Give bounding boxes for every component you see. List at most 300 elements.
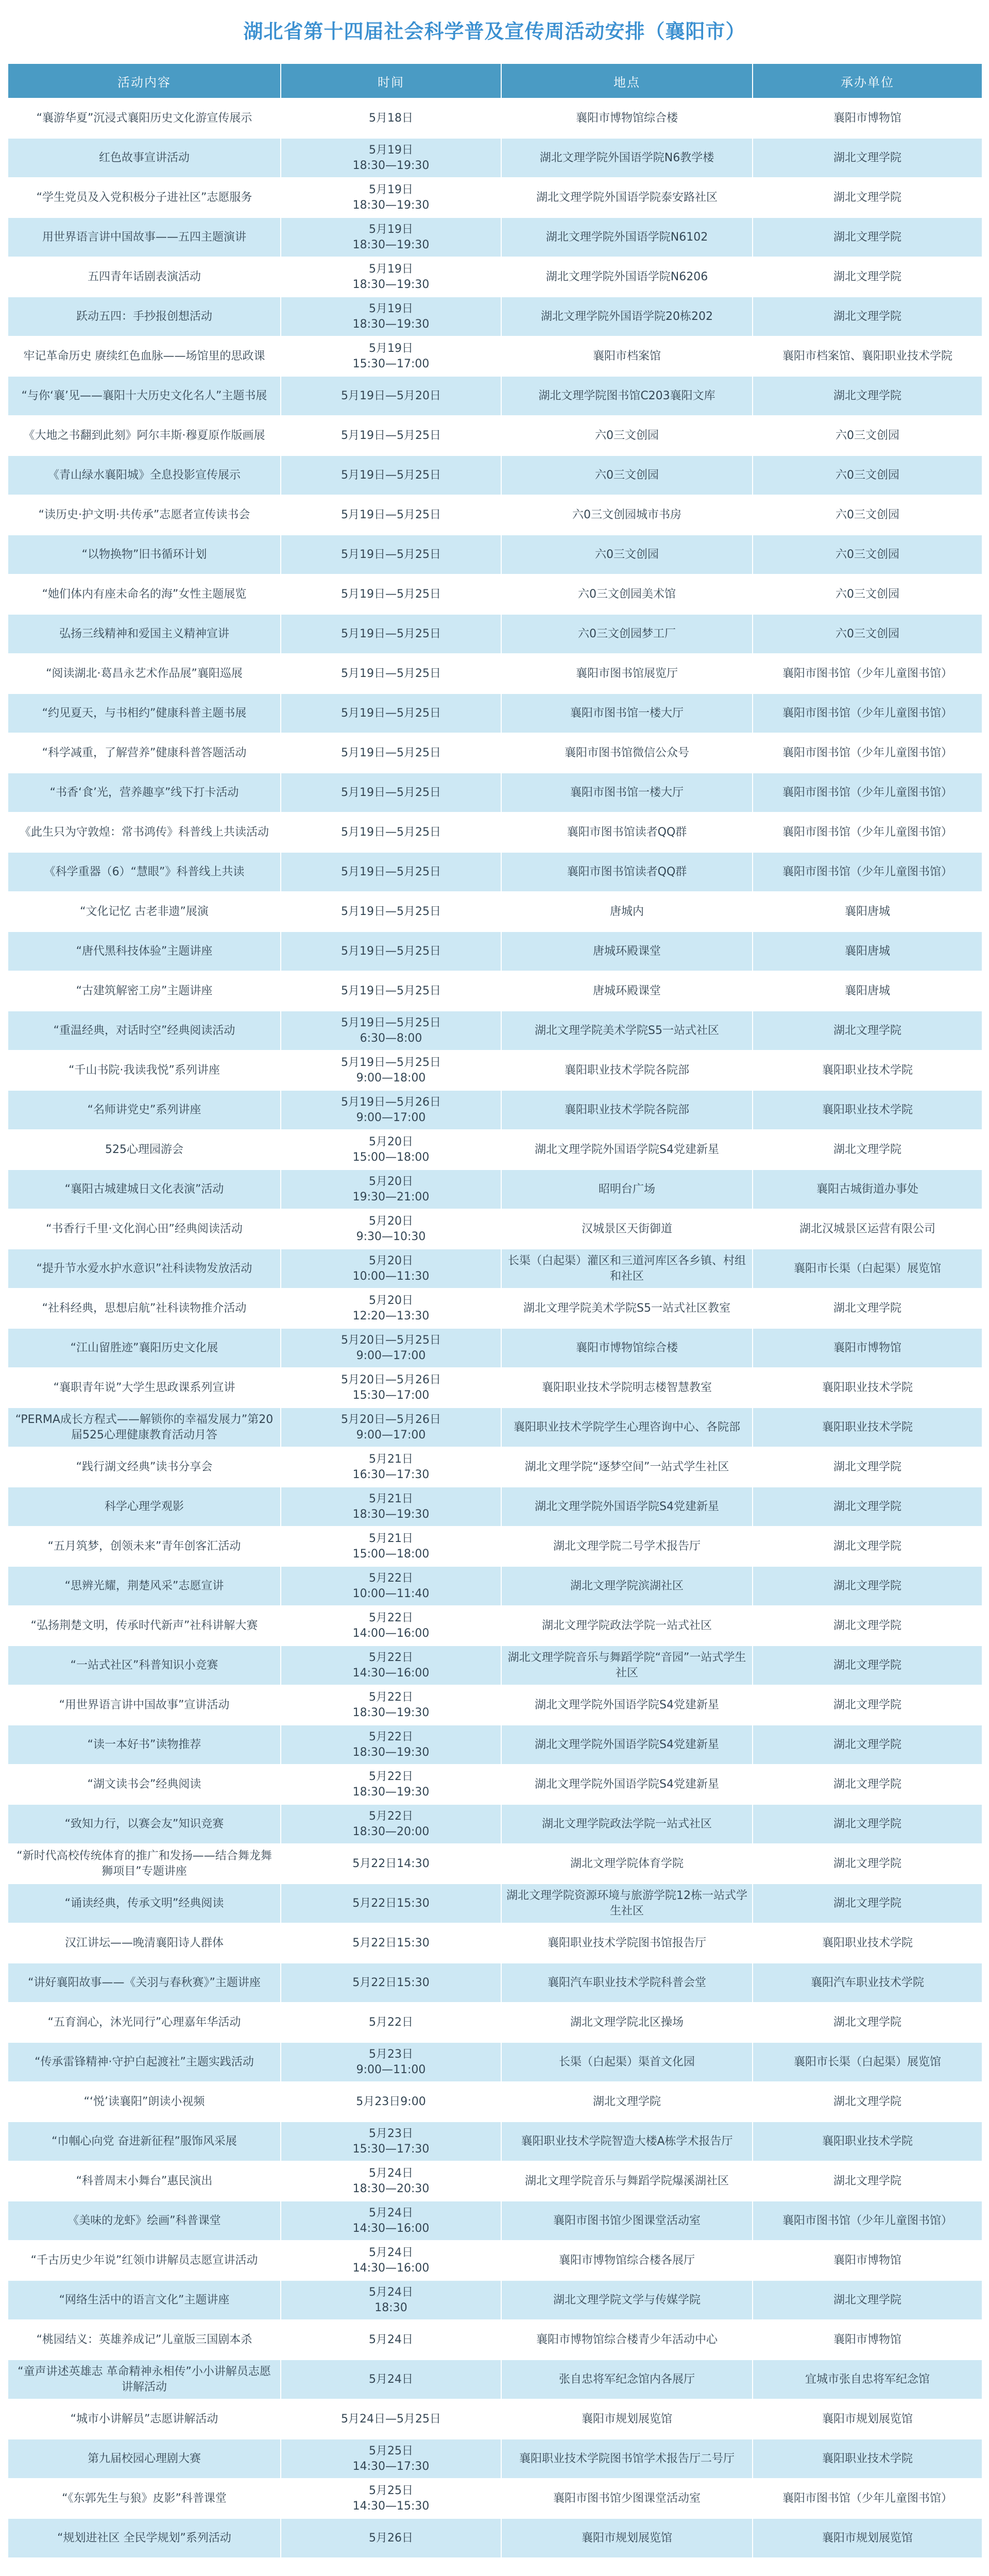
table-row xyxy=(8,1765,982,1804)
cell-organizer: 六0三文创园 xyxy=(753,455,982,495)
table-row xyxy=(8,336,982,376)
table-row xyxy=(8,98,982,138)
cell-organizer: 湖北文理学院 xyxy=(753,1765,982,1804)
table-row xyxy=(8,1209,982,1249)
table-row xyxy=(8,376,982,416)
cell-organizer: 襄阳市图书馆（少年儿童图书馆） xyxy=(753,2201,982,2241)
cell-activity: “巾帼心向党 奋进新征程”服饰风采展 xyxy=(8,2122,281,2161)
cell-organizer: 襄阳职业技术学院 xyxy=(753,1368,982,1408)
cell-time: 5月20日 9:30—10:30 xyxy=(281,1209,501,1249)
cell-activity: “书香行千里·文化润心田”经典阅读活动 xyxy=(8,1209,281,1249)
table-row xyxy=(8,2320,982,2360)
cell-activity: 《美味的龙虾》绘画”科普课堂 xyxy=(8,2201,281,2241)
cell-time: 5月20日 10:00—11:30 xyxy=(281,1249,501,1289)
cell-time: 5月23日 15:30—17:30 xyxy=(281,2122,501,2161)
table-row xyxy=(8,495,982,535)
cell-time: 5月24日 xyxy=(281,2360,501,2399)
cell-location: 湖北文理学院体育学院 xyxy=(501,1844,753,1884)
cell-location: 襄阳市规划展览馆 xyxy=(501,2399,753,2439)
cell-location: 湖北文理学院外国语学院S4党建新星 xyxy=(501,1725,753,1765)
cell-time: 5月21日 15:00—18:00 xyxy=(281,1527,501,1566)
cell-organizer: 宜城市张自忠将军纪念馆 xyxy=(753,2360,982,2399)
cell-organizer: 湖北文理学院 xyxy=(753,257,982,297)
cell-location: 湖北文理学院外国语学院S4党建新星 xyxy=(501,1685,753,1725)
cell-organizer: 襄阳市图书馆（少年儿童图书馆） xyxy=(753,654,982,693)
cell-time: 5月22日 18:30—19:30 xyxy=(281,1685,501,1725)
table-row xyxy=(8,1804,982,1844)
cell-organizer: 襄阳市图书馆（少年儿童图书馆） xyxy=(753,693,982,733)
cell-activity: “她们体内有座未命名的海”女性主题展览 xyxy=(8,574,281,614)
table-row xyxy=(8,1923,982,1963)
cell-activity: 《青山绿水襄阳城》全息投影宣传展示 xyxy=(8,455,281,495)
cell-organizer: 湖北文理学院 xyxy=(753,1804,982,1844)
cell-time: 5月19日—5月20日 xyxy=(281,376,501,416)
cell-location: 襄阳市图书馆读者QQ群 xyxy=(501,812,753,852)
cell-activity: “提升节水爱水护水意识”社科读物发放活动 xyxy=(8,1249,281,1289)
table-row xyxy=(8,1249,982,1289)
cell-location: 长渠（白起渠）灌区和三道河库区各乡镇、村组和社区 xyxy=(501,1249,753,1289)
table-row xyxy=(8,1328,982,1368)
cell-time: 5月19日—5月25日 xyxy=(281,693,501,733)
cell-organizer: 襄阳市规划展览馆 xyxy=(753,2399,982,2439)
cell-location: 湖北文理学院外国语学院N6206 xyxy=(501,257,753,297)
cell-organizer: 湖北文理学院 xyxy=(753,376,982,416)
cell-organizer: 襄阳职业技术学院 xyxy=(753,1050,982,1090)
cell-location: 湖北文理学院外国语学院泰安路社区 xyxy=(501,178,753,217)
cell-time: 5月19日—5月25日 xyxy=(281,574,501,614)
cell-time: 5月22日 14:00—16:00 xyxy=(281,1606,501,1646)
cell-activity: “襄阳古城建城日文化表演”活动 xyxy=(8,1170,281,1209)
cell-activity: “江山留胜迹”襄阳历史文化展 xyxy=(8,1328,281,1368)
cell-organizer: 襄阳职业技术学院 xyxy=(753,1090,982,1130)
table-row xyxy=(8,2280,982,2320)
cell-location: 湖北文理学院外国语学院N6教学楼 xyxy=(501,138,753,178)
cell-organizer: 湖北文理学院 xyxy=(753,1289,982,1328)
table-row xyxy=(8,2360,982,2399)
cell-organizer: 湖北文理学院 xyxy=(753,178,982,217)
cell-activity: “诵读经典，传承文明”经典阅读 xyxy=(8,1884,281,1923)
cell-activity: 弘扬三线精神和爱国主义精神宣讲 xyxy=(8,614,281,654)
cell-location: 长渠（白起渠）渠首文化园 xyxy=(501,2042,753,2082)
cell-time: 5月19日—5月25日 xyxy=(281,852,501,892)
cell-activity: “传承雷锋精神·守护白起渡社”主题实践活动 xyxy=(8,2042,281,2082)
cell-location: 襄阳市图书馆微信公众号 xyxy=(501,733,753,773)
cell-location: 襄阳职业技术学院明志楼智慧教室 xyxy=(501,1368,753,1408)
cell-organizer: 襄阳职业技术学院 xyxy=(753,2122,982,2161)
cell-location: 汉城景区天街御道 xyxy=(501,1209,753,1249)
cell-activity: “科学减重，了解营养”健康科普答题活动 xyxy=(8,733,281,773)
cell-time: 5月24日 18:30—20:30 xyxy=(281,2161,501,2201)
cell-organizer: 襄阳唐城 xyxy=(753,892,982,931)
table-row xyxy=(8,2439,982,2479)
cell-location: 襄阳市博物馆综合楼各展厅 xyxy=(501,2241,753,2280)
table-row xyxy=(8,138,982,178)
cell-time: 5月24日 xyxy=(281,2320,501,2360)
cell-activity: “唐代黑科技体验”主题讲座 xyxy=(8,931,281,971)
cell-time: 5月19日—5月25日 xyxy=(281,614,501,654)
cell-activity: “五育润心，沐光同行”心理嘉年华活动 xyxy=(8,2003,281,2042)
cell-location: 唐城环殿课堂 xyxy=(501,971,753,1011)
table-row xyxy=(8,773,982,812)
table-row xyxy=(8,1646,982,1685)
cell-organizer: 湖北文理学院 xyxy=(753,1606,982,1646)
cell-activity: 红色故事宣讲活动 xyxy=(8,138,281,178)
cell-activity: “致知力行，以赛会友”知识竞赛 xyxy=(8,1804,281,1844)
cell-organizer: 湖北文理学院 xyxy=(753,1646,982,1685)
cell-organizer: 襄阳市博物馆 xyxy=(753,2241,982,2280)
table-row xyxy=(8,2399,982,2439)
cell-time: 5月22日14:30 xyxy=(281,1844,501,1884)
cell-time: 5月22日 xyxy=(281,2003,501,2042)
table-row xyxy=(8,2479,982,2518)
table-row xyxy=(8,1011,982,1050)
cell-time: 5月25日 14:30—17:30 xyxy=(281,2439,501,2479)
cell-organizer: 六0三文创园 xyxy=(753,495,982,535)
column-header-activity: 活动内容 xyxy=(8,63,281,98)
cell-location: 湖北文理学院图书馆C203襄阳文库 xyxy=(501,376,753,416)
cell-time: 5月19日 18:30—19:30 xyxy=(281,138,501,178)
cell-activity: “阅读湖北·葛昌永艺术作品展”襄阳巡展 xyxy=(8,654,281,693)
cell-time: 5月19日—5月25日 xyxy=(281,654,501,693)
cell-time: 5月19日—5月25日 xyxy=(281,931,501,971)
cell-activity: “以物换物”旧书循环计划 xyxy=(8,535,281,574)
cell-location: 襄阳市博物馆综合楼 xyxy=(501,98,753,138)
cell-location: 湖北文理学院政法学院一站式社区 xyxy=(501,1804,753,1844)
cell-location: 唐城内 xyxy=(501,892,753,931)
cell-time: 5月20日 12:20—13:30 xyxy=(281,1289,501,1328)
table-row xyxy=(8,2122,982,2161)
cell-time: 5月19日—5月25日 xyxy=(281,812,501,852)
cell-location: 湖北文理学院文学与传媒学院 xyxy=(501,2280,753,2320)
cell-time: 5月18日 xyxy=(281,98,501,138)
cell-time: 5月24日 18:30 xyxy=(281,2280,501,2320)
table-row xyxy=(8,971,982,1011)
cell-location: 唐城环殿课堂 xyxy=(501,931,753,971)
cell-activity: “童声讲述英雄志 革命精神永相传”小小讲解员志愿讲解活动 xyxy=(8,2360,281,2399)
cell-location: 湖北文理学院资源环境与旅游学院12栋一站式学生社区 xyxy=(501,1884,753,1923)
cell-activity: 《科学重器（6）“慧眼”》科普线上共读 xyxy=(8,852,281,892)
cell-activity: “襄游华夏”沉浸式襄阳历史文化游宣传展示 xyxy=(8,98,281,138)
cell-organizer: 襄阳市图书馆（少年儿童图书馆） xyxy=(753,773,982,812)
table-row xyxy=(8,733,982,773)
cell-activity: “新时代高校传统体育的推广和发扬——结合舞龙舞狮项目”专题讲座 xyxy=(8,1844,281,1884)
cell-organizer: 襄阳职业技术学院 xyxy=(753,2439,982,2479)
cell-activity: “科普周末小舞台”惠民演出 xyxy=(8,2161,281,2201)
cell-activity: “用世界语言讲中国故事”宣讲活动 xyxy=(8,1685,281,1725)
cell-time: 5月24日 14:30—16:00 xyxy=(281,2201,501,2241)
cell-time: 5月22日 18:30—19:30 xyxy=(281,1725,501,1765)
cell-organizer: 六0三文创园 xyxy=(753,416,982,455)
table-row xyxy=(8,2042,982,2082)
cell-activity: “城市小讲解员”志愿讲解活动 xyxy=(8,2399,281,2439)
cell-location: 湖北文理学院滨湖社区 xyxy=(501,1566,753,1606)
table-row xyxy=(8,217,982,257)
table-row xyxy=(8,574,982,614)
cell-time: 5月19日 18:30—19:30 xyxy=(281,297,501,336)
cell-time: 5月19日—5月25日 xyxy=(281,495,501,535)
table-row xyxy=(8,2201,982,2241)
cell-activity: “读一本好书”读物推荐 xyxy=(8,1725,281,1765)
cell-location: 襄阳市图书馆一楼大厅 xyxy=(501,693,753,733)
cell-organizer: 六0三文创园 xyxy=(753,574,982,614)
cell-time: 5月19日—5月25日 xyxy=(281,455,501,495)
table-row xyxy=(8,1170,982,1209)
cell-organizer: 襄阳唐城 xyxy=(753,971,982,1011)
cell-activity: “思辨光耀，荆楚风采”志愿宣讲 xyxy=(8,1566,281,1606)
cell-location: 湖北文理学院外国语学院20栋202 xyxy=(501,297,753,336)
cell-time: 5月23日 9:00—11:00 xyxy=(281,2042,501,2082)
cell-organizer: 湖北文理学院 xyxy=(753,1447,982,1487)
cell-activity: “书香‘食’光，营养趣享”线下打卡活动 xyxy=(8,773,281,812)
cell-location: 湖北文理学院音乐与舞蹈学院“音园”一站式学生社区 xyxy=(501,1646,753,1685)
cell-time: 5月26日 xyxy=(281,2518,501,2558)
cell-organizer: 襄阳市图书馆（少年儿童图书馆） xyxy=(753,812,982,852)
cell-activity: “社科经典，思想启航”社科读物推介活动 xyxy=(8,1289,281,1328)
cell-activity: 《大地之书翻到此刻》阿尔丰斯·穆夏原作版画展 xyxy=(8,416,281,455)
cell-location: 襄阳汽车职业技术学院科普会堂 xyxy=(501,1963,753,2003)
cell-location: 襄阳市图书馆展览厅 xyxy=(501,654,753,693)
cell-activity: “文化记忆 古老非遗”展演 xyxy=(8,892,281,931)
table-row xyxy=(8,1963,982,2003)
cell-organizer: 湖北文理学院 xyxy=(753,297,982,336)
cell-activity: “约见夏天，与书相约”健康科普主题书展 xyxy=(8,693,281,733)
cell-activity: 用世界语言讲中国故事——五四主题演讲 xyxy=(8,217,281,257)
cell-time: 5月22日15:30 xyxy=(281,1963,501,2003)
table-row xyxy=(8,1685,982,1725)
table-row xyxy=(8,1368,982,1408)
cell-activity: “弘扬荆楚文明，传承时代新声”社科讲解大赛 xyxy=(8,1606,281,1646)
cell-organizer: 襄阳市博物馆 xyxy=(753,1328,982,1368)
table-row xyxy=(8,2241,982,2280)
cell-organizer: 襄阳职业技术学院 xyxy=(753,1408,982,1447)
cell-activity: “读历史·护文明·共传承”志愿者宣传读书会 xyxy=(8,495,281,535)
cell-activity: “五月筑梦，创领未来”青年创客汇活动 xyxy=(8,1527,281,1566)
cell-location: 襄阳市规划展览馆 xyxy=(501,2518,753,2558)
cell-time: 5月19日—5月26日 9:00—17:00 xyxy=(281,1090,501,1130)
cell-organizer: 湖北文理学院 xyxy=(753,2003,982,2042)
cell-organizer: 湖北汉城景区运营有限公司 xyxy=(753,1209,982,1249)
cell-activity: “‘悦’读襄阳”朗读小视频 xyxy=(8,2082,281,2122)
cell-organizer: 襄阳市规划展览馆 xyxy=(753,2518,982,2558)
cell-activity: “千古历史少年说”红领巾讲解员志愿宣讲活动 xyxy=(8,2241,281,2280)
table-row xyxy=(8,1527,982,1566)
cell-time: 5月19日—5月25日 xyxy=(281,535,501,574)
cell-organizer: 湖北文理学院 xyxy=(753,2161,982,2201)
cell-organizer: 襄阳市博物馆 xyxy=(753,98,982,138)
cell-time: 5月19日—5月25日 xyxy=(281,733,501,773)
cell-activity: “湖文读书会”经典阅读 xyxy=(8,1765,281,1804)
cell-location: 襄阳市博物馆综合楼 xyxy=(501,1328,753,1368)
table-row xyxy=(8,1725,982,1765)
cell-location: 襄阳职业技术学院各院部 xyxy=(501,1090,753,1130)
cell-time: 5月19日—5月25日 6:30—8:00 xyxy=(281,1011,501,1050)
table-row xyxy=(8,1606,982,1646)
cell-location: 六0三文创园美术馆 xyxy=(501,574,753,614)
cell-location: 六0三文创园梦工厂 xyxy=(501,614,753,654)
cell-time: 5月22日 18:30—19:30 xyxy=(281,1765,501,1804)
table-row xyxy=(8,852,982,892)
cell-activity: 五四青年话剧表演活动 xyxy=(8,257,281,297)
cell-activity: 牢记革命历史 赓续红色血脉——场馆里的思政课 xyxy=(8,336,281,376)
cell-location: 襄阳职业技术学院智造大楼A栋学术报告厅 xyxy=(501,2122,753,2161)
cell-activity: “与你‘襄’见——襄阳十大历史文化名人”主题书展 xyxy=(8,376,281,416)
cell-time: 5月20日 15:00—18:00 xyxy=(281,1130,501,1170)
cell-location: 湖北文理学院政法学院一站式社区 xyxy=(501,1606,753,1646)
cell-time: 5月19日 18:30—19:30 xyxy=(281,178,501,217)
cell-activity: “规划进社区 全民学规划”系列活动 xyxy=(8,2518,281,2558)
table-row xyxy=(8,812,982,852)
table-row xyxy=(8,1130,982,1170)
cell-location: 湖北文理学院美术学院S5一站式社区教室 xyxy=(501,1289,753,1328)
table-row xyxy=(8,2518,982,2558)
cell-time: 5月19日—5月25日 xyxy=(281,773,501,812)
table-row xyxy=(8,614,982,654)
table-row xyxy=(8,257,982,297)
table-row xyxy=(8,1090,982,1130)
cell-location: 襄阳市档案馆 xyxy=(501,336,753,376)
table-row xyxy=(8,1566,982,1606)
cell-location: 湖北文理学院“逐梦空间”一站式学生社区 xyxy=(501,1447,753,1487)
cell-organizer: 襄阳市档案馆、襄阳职业技术学院 xyxy=(753,336,982,376)
cell-activity: 第九届校园心理剧大赛 xyxy=(8,2439,281,2479)
cell-organizer: 湖北文理学院 xyxy=(753,1130,982,1170)
cell-organizer: 襄阳市长渠（白起渠）展览馆 xyxy=(753,2042,982,2082)
table-body xyxy=(8,98,982,2558)
table-row xyxy=(8,892,982,931)
table-row xyxy=(8,654,982,693)
table-row xyxy=(8,2082,982,2122)
cell-location: 六0三文创园 xyxy=(501,535,753,574)
cell-time: 5月20日—5月26日 9:00—17:00 xyxy=(281,1408,501,1447)
cell-location: 湖北文理学院音乐与舞蹈学院爆溪湖社区 xyxy=(501,2161,753,2201)
cell-organizer: 襄阳古城街道办事处 xyxy=(753,1170,982,1209)
table-row xyxy=(8,2003,982,2042)
column-header-time: 时间 xyxy=(281,63,501,98)
cell-location: 襄阳职业技术学院图书馆学术报告厅二号厅 xyxy=(501,2439,753,2479)
cell-location: 湖北文理学院二号学术报告厅 xyxy=(501,1527,753,1566)
cell-location: 湖北文理学院外国语学院S4党建新星 xyxy=(501,1130,753,1170)
cell-location: 湖北文理学院外国语学院N6102 xyxy=(501,217,753,257)
cell-organizer: 襄阳市图书馆（少年儿童图书馆） xyxy=(753,733,982,773)
cell-location: 襄阳市图书馆少图课堂活动室 xyxy=(501,2201,753,2241)
cell-time: 5月20日 19:30—21:00 xyxy=(281,1170,501,1209)
page-title: 湖北省第十四届社会科学普及宣传周活动安排（襄阳市） xyxy=(243,20,746,43)
cell-time: 5月19日—5月25日 xyxy=(281,892,501,931)
cell-activity: “桃园结义：英雄养成记”儿童版三国剧本杀 xyxy=(8,2320,281,2360)
cell-location: 襄阳职业技术学院学生心理咨询中心、各院部 xyxy=(501,1408,753,1447)
cell-organizer: 湖北文理学院 xyxy=(753,1566,982,1606)
cell-organizer: 襄阳市博物馆 xyxy=(753,2320,982,2360)
cell-activity: “名师讲党史”系列讲座 xyxy=(8,1090,281,1130)
cell-time: 5月19日 15:30—17:00 xyxy=(281,336,501,376)
cell-location: 襄阳市图书馆读者QQ群 xyxy=(501,852,753,892)
table-row xyxy=(8,931,982,971)
cell-time: 5月19日—5月25日 9:00—18:00 xyxy=(281,1050,501,1090)
cell-organizer: 六0三文创园 xyxy=(753,614,982,654)
cell-organizer: 湖北文理学院 xyxy=(753,1884,982,1923)
cell-organizer: 襄阳职业技术学院 xyxy=(753,1923,982,1963)
cell-organizer: 湖北文理学院 xyxy=(753,1844,982,1884)
cell-activity: 科学心理学观影 xyxy=(8,1487,281,1527)
cell-location: 襄阳市博物馆综合楼青少年活动中心 xyxy=(501,2320,753,2360)
cell-activity: 汉江讲坛——晚清襄阳诗人群体 xyxy=(8,1923,281,1963)
header-row xyxy=(8,63,982,98)
cell-location: 襄阳市图书馆少图课堂活动室 xyxy=(501,2479,753,2518)
cell-location: 六0三文创园 xyxy=(501,416,753,455)
cell-organizer: 湖北文理学院 xyxy=(753,1725,982,1765)
cell-activity: 525心理园游会 xyxy=(8,1130,281,1170)
cell-activity: “践行湖文经典”读书分享会 xyxy=(8,1447,281,1487)
cell-activity: “襄职青年说”大学生思政课系列宣讲 xyxy=(8,1368,281,1408)
cell-location: 襄阳职业技术学院各院部 xyxy=(501,1050,753,1090)
table-row xyxy=(8,297,982,336)
cell-organizer: 襄阳唐城 xyxy=(753,931,982,971)
cell-activity: “学生党员及入党积极分子进社区”志愿服务 xyxy=(8,178,281,217)
cell-location: 张自忠将军纪念馆内各展厅 xyxy=(501,2360,753,2399)
cell-time: 5月24日 14:30—16:00 xyxy=(281,2241,501,2280)
cell-activity: “重温经典，对话时空”经典阅读活动 xyxy=(8,1011,281,1050)
cell-time: 5月21日 18:30—19:30 xyxy=(281,1487,501,1527)
cell-organizer: 六0三文创园 xyxy=(753,535,982,574)
cell-time: 5月19日—5月25日 xyxy=(281,416,501,455)
cell-activity: “古建筑解密工房”主题讲座 xyxy=(8,971,281,1011)
cell-location: 襄阳职业技术学院图书馆报告厅 xyxy=(501,1923,753,1963)
column-header-organizer: 承办单位 xyxy=(753,63,982,98)
table-header xyxy=(8,63,982,98)
table-row xyxy=(8,1050,982,1090)
table-row xyxy=(8,1487,982,1527)
table-row xyxy=(8,1447,982,1487)
cell-organizer: 襄阳市图书馆（少年儿童图书馆） xyxy=(753,852,982,892)
table-row xyxy=(8,2161,982,2201)
cell-location: 六0三文创园 xyxy=(501,455,753,495)
cell-organizer: 湖北文理学院 xyxy=(753,1487,982,1527)
cell-organizer: 湖北文理学院 xyxy=(753,2280,982,2320)
table-row xyxy=(8,1844,982,1884)
table-row xyxy=(8,455,982,495)
cell-time: 5月19日 18:30—19:30 xyxy=(281,217,501,257)
cell-time: 5月20日—5月25日 9:00—17:00 xyxy=(281,1328,501,1368)
cell-location: 湖北文理学院 xyxy=(501,2082,753,2122)
column-header-location: 地点 xyxy=(501,63,753,98)
cell-activity: “网络生活中的语言文化”主题讲座 xyxy=(8,2280,281,2320)
cell-location: 昭明台广场 xyxy=(501,1170,753,1209)
cell-organizer: 襄阳汽车职业技术学院 xyxy=(753,1963,982,2003)
cell-activity: 跃动五四：手抄报创想活动 xyxy=(8,297,281,336)
cell-activity: “千山书院·我读我悦”系列讲座 xyxy=(8,1050,281,1090)
cell-location: 湖北文理学院外国语学院S4党建新星 xyxy=(501,1765,753,1804)
cell-time: 5月22日 10:00—11:40 xyxy=(281,1566,501,1606)
cell-location: 湖北文理学院美术学院S5一站式社区 xyxy=(501,1011,753,1050)
cell-activity: “PERMA成长方程式——解锁你的幸福发展力”第20届525心理健康教育活动月答 xyxy=(8,1408,281,1447)
cell-time: 5月19日—5月25日 xyxy=(281,971,501,1011)
cell-activity: “《东郭先生与狼》皮影”科普课堂 xyxy=(8,2479,281,2518)
cell-organizer: 湖北文理学院 xyxy=(753,217,982,257)
cell-time: 5月23日9:00 xyxy=(281,2082,501,2122)
cell-time: 5月22日15:30 xyxy=(281,1884,501,1923)
cell-organizer: 湖北文理学院 xyxy=(753,138,982,178)
table-row xyxy=(8,1289,982,1328)
table-row xyxy=(8,693,982,733)
cell-time: 5月19日 18:30—19:30 xyxy=(281,257,501,297)
cell-time: 5月22日 14:30—16:00 xyxy=(281,1646,501,1685)
cell-time: 5月20日—5月26日 15:30—17:00 xyxy=(281,1368,501,1408)
cell-time: 5月22日15:30 xyxy=(281,1923,501,1963)
cell-organizer: 湖北文理学院 xyxy=(753,1685,982,1725)
cell-organizer: 湖北文理学院 xyxy=(753,1527,982,1566)
cell-location: 襄阳市图书馆一楼大厅 xyxy=(501,773,753,812)
cell-organizer: 襄阳市图书馆（少年儿童图书馆） xyxy=(753,2479,982,2518)
